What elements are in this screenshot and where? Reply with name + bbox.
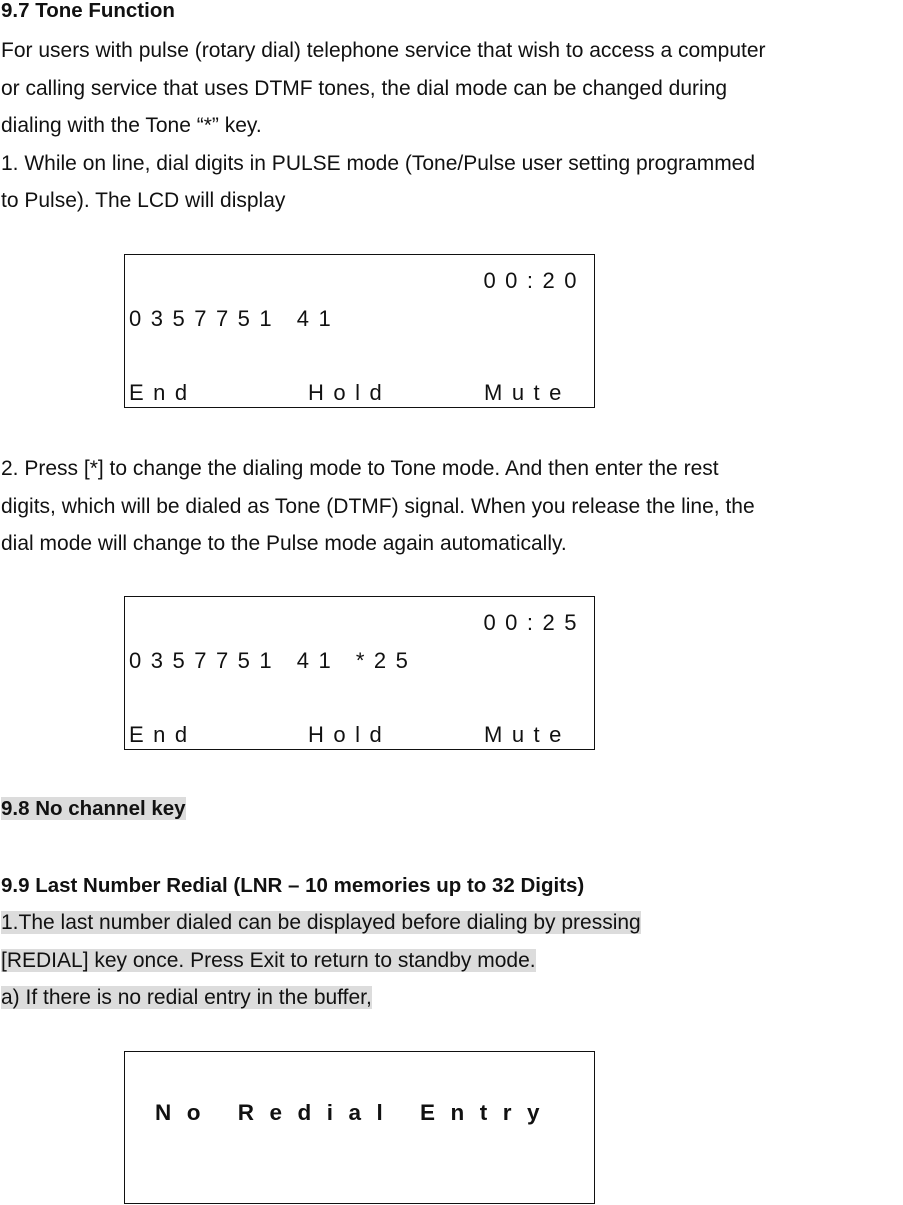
text-line [1, 942, 641, 980]
lcd-softkey-row [129, 379, 586, 407]
section-heading-no-channel-key [1, 796, 186, 822]
highlighted-text: a) If there is no redial entry in the buffer, [1, 986, 372, 1009]
softkey-hold: Hold [308, 722, 392, 747]
text-line: 1. While on line, dial digits in PULSE mode (Tone/Pulse user setting programmed [1, 151, 756, 175]
text-line: digits, which will be dialed as Tone (DTMF) signal. When you release the line, the [1, 494, 755, 518]
text-line [1, 904, 641, 942]
highlighted-text: [REDIAL] key once. Press Exit to return to standby mode. [1, 948, 536, 972]
lcd-display-no-redial [124, 1051, 595, 1204]
text-line: dial mode will change to the Pulse mode again automatically. [1, 532, 567, 555]
lcd-call-timer: 00:25 [483, 610, 586, 635]
lcd-display-tone [124, 596, 595, 750]
softkey-mute: Mute [484, 722, 571, 747]
lcd-dialed-number: 0357751 41 *25 [129, 648, 418, 673]
text-line: dialing with the Tone “*” key. [1, 114, 262, 137]
softkey-end: End [129, 380, 197, 405]
text-line: 2. Press [*] to change the dialing mode to Tone mode. And then enter the rest [1, 457, 719, 480]
section-heading-tone-function: 9.7 Tone Function [1, 0, 175, 22]
lnr-paragraph [1, 904, 641, 1017]
softkey-mute: Mute [484, 380, 571, 405]
lcd-call-timer: 00:20 [483, 268, 586, 293]
highlighted-heading-text: 9.8 No channel key [1, 797, 186, 820]
tone-step2-paragraph [1, 450, 755, 563]
text-line: to Pulse). The LCD will display [1, 189, 286, 212]
text-line [1, 979, 641, 1017]
softkey-end: End [129, 722, 197, 747]
highlighted-text: 1.The last number dialed can be displayed before dialing by pressing [1, 911, 641, 934]
tone-intro-paragraph [1, 32, 766, 220]
section-heading-last-number-redial: 9.9 Last Number Redial (LNR – 10 memories up to 32 Digits) [1, 874, 585, 897]
lcd-message: No Redial Entry [155, 1100, 556, 1125]
text-line: For users with pulse (rotary dial) telephone service that wish to access a computer [1, 39, 766, 62]
lcd-display-pulse [124, 254, 595, 408]
softkey-hold: Hold [308, 380, 392, 405]
lcd-dialed-number: 0357751 41 [129, 306, 341, 331]
text-line: or calling service that uses DTMF tones, the dial mode can be changed during [1, 76, 728, 100]
lcd-softkey-row [129, 721, 586, 749]
